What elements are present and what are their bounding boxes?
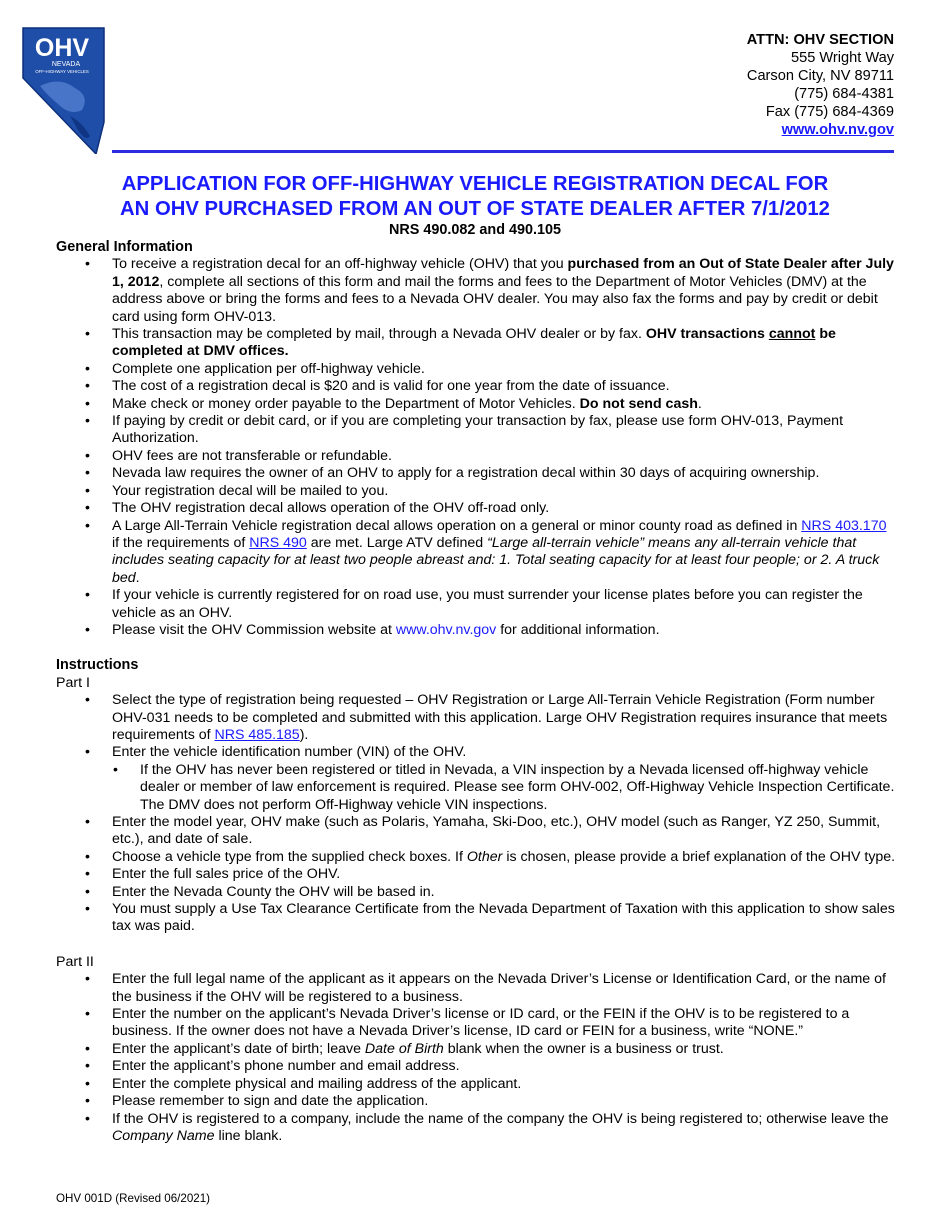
list-item: • Enter the full sales price of the OHV. (56, 866, 896, 883)
address-block (747, 31, 894, 139)
nrs-485-185-link[interactable]: NRS 485.185 (214, 726, 300, 743)
list-item: • If the OHV is registered to a company, include the name of the company the OHV is being registered to; otherwise leave the Company Name line blank. (56, 1111, 896, 1146)
part-1-list (56, 692, 896, 936)
list-item: • Please remember to sign and date the application. (56, 1093, 896, 1110)
list-item: • Choose a vehicle type from the supplied check boxes. If Other is chosen, please provide a brief explanation of the OHV type. (56, 849, 896, 866)
instructions-heading: Instructions (56, 657, 139, 674)
general-list (56, 256, 896, 639)
fax-line: Fax (775) 684-4369 (765, 104, 894, 120)
list-item: • If paying by credit or debit card, or if you are completing your transaction by fax, please use form OHV-013, Payment Authorization. (56, 413, 896, 448)
page-subtitle: NRS 490.082 and 490.105 (389, 222, 561, 238)
list-item: • Enter the Nevada County the OHV will be based in. (56, 884, 896, 901)
list-item: • Enter the applicant’s phone number and email address. (56, 1058, 896, 1075)
sub-list (112, 762, 896, 814)
list-item: • Make check or money order payable to the Department of Motor Vehicles. Do not send cash. (56, 396, 896, 413)
list-item: • Enter the full legal name of the applicant as it appears on the Nevada Driver’s License or Identification Card, or the name of the business if the OHV will be registered to a business. (56, 971, 896, 1006)
general-heading: General Information (56, 239, 193, 255)
list-item: • A Large All-Terrain Vehicle registration decal allows operation on a general or minor county road as defined in NRS 403.170 if the requirements of NRS 490 are met. Large ATV defined “Large all-terrain vehicle” means any all-terrain vehicle that includes seating capacity for at least two people abreast and: 1. Total seating capacity for at least four people; or 2. A truck bed. (56, 518, 896, 588)
list-item: • You must supply a Use Tax Clearance Certificate from the Nevada Department of Taxation with this application to show sales tax was paid. (56, 901, 896, 936)
nrs-490-link[interactable]: NRS 490 (249, 534, 307, 551)
list-item: • To receive a registration decal for an off-highway vehicle (OHV) that you purchased from an Out of State Dealer after July 1, 2012, complete all sections of this form and mail the forms and fees to the Department of Motor Vehicles (DMV) at the address above or bring the forms and fees to a Nevada OHV dealer. You may also fax the forms and pay by credit or debit card using form OHV-013. (56, 256, 896, 326)
list-item: • Nevada law requires the owner of an OHV to apply for a registration decal within 30 days of acquiring ownership. (56, 465, 896, 482)
attn-line: ATTN: OHV SECTION (746, 32, 894, 48)
list-item: • The OHV registration decal allows operation of the OHV off-road only. (56, 500, 896, 517)
form-footer: OHV 001D (Revised 06/2021) (56, 1192, 211, 1205)
title-line-1: APPLICATION FOR OFF-HIGHWAY VEHICLE REGISTRATION DECAL FOR (121, 173, 829, 195)
form-instructions (56, 239, 896, 1145)
list-item: • Please visit the OHV Commission website at www.ohv.nv.gov for additional information. (56, 622, 896, 639)
street-line: 555 Wright Way (790, 50, 894, 66)
logo-sub2: OFF-HIGHWAY VEHICLES (35, 69, 89, 74)
website-link[interactable]: www.ohv.nv.gov (781, 122, 894, 138)
logo-text: OHV (34, 34, 90, 62)
list-item: • The cost of a registration decal is $20 and is valid for one year from the date of issuance. (56, 378, 896, 395)
part-2-list (56, 971, 896, 1145)
part-1-label: Part I (56, 674, 90, 691)
phone-line: (775) 684-4381 (794, 86, 894, 102)
list-item: • Enter the complete physical and mailing address of the applicant. (56, 1076, 896, 1093)
ohv-website-text[interactable]: www.ohv.nv.gov (395, 621, 497, 638)
list-item: • Enter the number on the applicant’s Nevada Driver’s license or ID card, or the FEIN if the OHV is to be registered to a business. If the owner does not have a Nevada Driver’s license, ID card or FEIN for a business, write “NONE.” (56, 1006, 896, 1041)
list-item: • Enter the vehicle identification number (VIN) of the OHV. • If the OHV has never been registered or titled in Nevada, a VIN inspection by a Nevada licensed off-highway vehicle dealer or member of law enforcement is required. Please see form OHV-002, Off-Highway Vehicle Inspection Certificate. The DMV does not perform Off-Highway vehicle VIN inspections. (56, 744, 896, 814)
header-divider (112, 150, 894, 153)
list-item: • Enter the model year, OHV make (such as Polaris, Yamaha, Ski-Doo, etc.), OHV model (such as Ranger, YZ 250, Summit, etc.), and date of sale. (56, 814, 896, 849)
list-item: • Select the type of registration being requested – OHV Registration or Large All-Terrain Vehicle Registration (Form number OHV-031 needs to be completed and submitted with this application. Large OHV Registration requires insurance that meets requirements of NRS 485.185). (56, 692, 896, 744)
city-line: Carson City, NV 89711 (746, 68, 894, 84)
list-item: • Enter the applicant’s date of birth; leave Date of Birth blank when the owner is a business or trust. (56, 1041, 896, 1058)
part-2-label: Part II (56, 953, 94, 970)
list-item: • OHV fees are not transferable or refundable. (56, 448, 896, 465)
list-item: • If your vehicle is currently registered for on road use, you must surrender your license plates before you can register the vehicle as an OHV. (56, 587, 896, 622)
ohv-nevada-logo (20, 26, 110, 154)
list-item: • This transaction may be completed by mail, through a Nevada OHV dealer or by fax. OHV transactions cannot be completed at DMV offices. (56, 326, 896, 361)
list-item: • Complete one application per off-highway vehicle. (56, 361, 896, 378)
nrs-403-170-link[interactable]: NRS 403.170 (801, 517, 887, 534)
title-line-2: AN OHV PURCHASED FROM AN OUT OF STATE DEALER AFTER 7/1/2012 (120, 198, 830, 220)
list-item: • If the OHV has never been registered or titled in Nevada, a VIN inspection by a Nevada licensed off-highway vehicle dealer or member of law enforcement is required. Please see form OHV-002, Off-Highway Vehicle Inspection Certificate. The DMV does not perform Off-Highway vehicle VIN inspections. (112, 762, 896, 814)
logo-sub1: NEVADA (51, 61, 81, 68)
list-item: • Your registration decal will be mailed to you. (56, 483, 896, 500)
page-title (0, 172, 950, 222)
